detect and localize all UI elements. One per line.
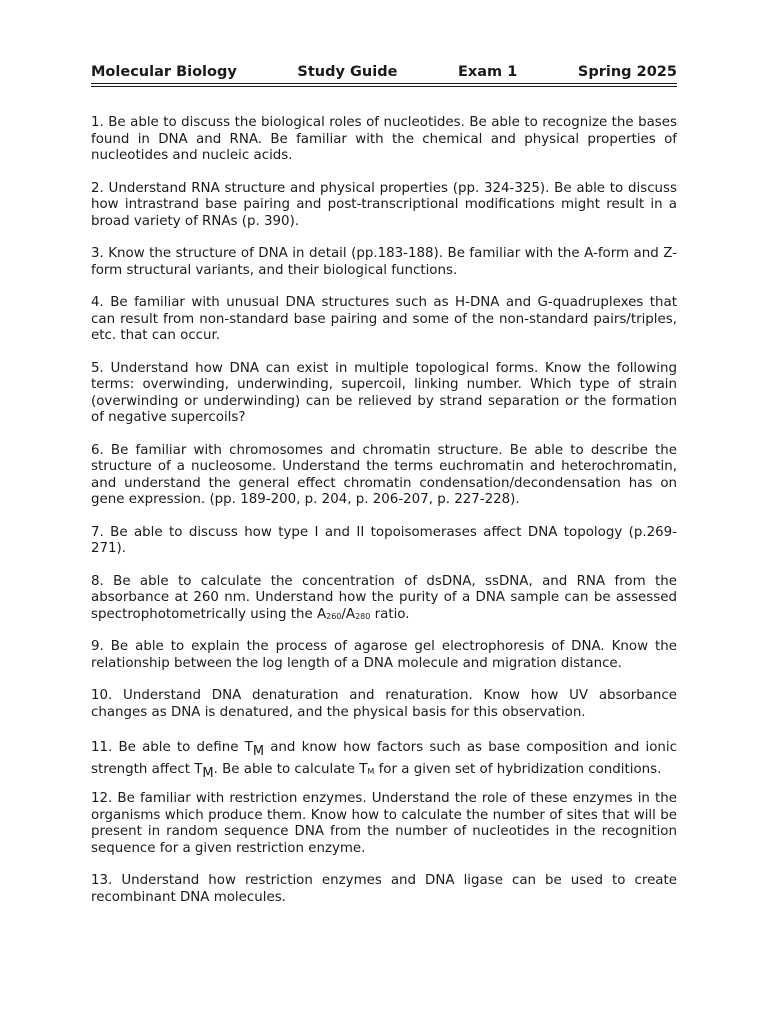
study-item-6: 6. Be familiar with chromosomes and chromatin structure. Be able to describe the structure of a nucleosome. Understand the terms euchromatin and heterochromatin, and understand the general effect chromatin condensation/decondensation has on gene expression. (pp. 189-200, p. 204, p. 206-207, p. 227-228). (91, 442, 677, 507)
tm-subscript-1: M (252, 744, 265, 759)
study-item-8-mid: /A (341, 606, 356, 622)
exam-label: Exam 1 (458, 64, 518, 80)
tm-subscript-3: M (367, 767, 375, 776)
absorbance-subscript-280: 280 (355, 611, 371, 621)
study-item-4: 4. Be familiar with unusual DNA structures such as H-DNA and G-quadruplexes that can result from non-standard base pairing and some of the non-standard pairs/triples, etc. that can occur. (91, 295, 677, 343)
document-title: Study Guide (297, 64, 398, 80)
study-item-1: 1. Be able to discuss the biological roles of nucleotides. Be able to recognize the bases found in DNA and RNA. Be familiar with the chemical and physical properties of nucleotides and nucleic acids. (91, 115, 677, 163)
study-item-11-text-a: 11. Be able to define T (91, 740, 253, 755)
tm-subscript-2: M (202, 766, 214, 781)
study-item-3: 3. Know the structure of DNA in detail (pp.183-188). Be familiar with the A-form and Z-form structural variants, and their biological functions. (91, 246, 677, 278)
study-guide-page (91, 62, 677, 922)
study-item-8-end: ratio. (370, 606, 410, 622)
study-item-9: 9. Be able to explain the process of agarose gel electrophoresis of DNA. Know the relationship between the log length of a DNA molecule and migration distance. (91, 639, 677, 671)
study-item-13: 13. Understand how restriction enzymes and DNA ligase can be used to create recombinant DNA molecules. (91, 873, 677, 905)
study-item-10: 10. Understand DNA denaturation and renaturation. Know how UV absorbance changes as DNA is denatured, and the physical basis for this observation. (91, 688, 677, 720)
study-item-11-text-c: . Be able to calculate T (213, 762, 368, 777)
study-item-5: 5. Understand how DNA can exist in multiple topological forms. Know the following terms: overwinding, underwinding, supercoil, linking number. Which type of strain (overwinding or underwinding) can be relieved by strand separation or the formation of negative supercoils? (91, 360, 677, 425)
study-item-11 (91, 737, 677, 781)
course-name: Molecular Biology (91, 64, 237, 80)
study-item-11-text-d: for a given set of hybridization conditions. (374, 762, 662, 777)
study-item-8-text: 8. Be able to calculate the concentration of dsDNA, ssDNA, and RNA from the absorbance at 260 nm. Understand how the purity of a DNA sample can be assessed spectrophotometrically using the A (91, 573, 677, 622)
study-item-2: 2. Understand RNA structure and physical properties (pp. 324-325). Be able to discuss how intrastrand base pairing and post-transcriptional modifications might result in a broad variety of RNAs (p. 390). (91, 180, 677, 229)
study-item-11-text-b: and know how factors such as base composition and ionic strength affect T (91, 740, 677, 777)
term-label: Spring 2025 (577, 64, 677, 80)
study-item-8 (91, 574, 677, 624)
study-items-list (91, 115, 677, 906)
absorbance-subscript-260: 260 (326, 611, 342, 621)
document-header (91, 62, 677, 84)
study-item-12: 12. Be familiar with restriction enzymes. Understand the role of these enzymes in the organisms which produce them. Know how to calculate the number of sites that will be present in random sequence DNA from the number of nucleotides in the recognition sequence for a given restriction enzyme. (91, 791, 677, 856)
study-item-7: 7. Be able to discuss how type I and II topoisomerases affect DNA topology (p.269-271). (91, 524, 677, 556)
